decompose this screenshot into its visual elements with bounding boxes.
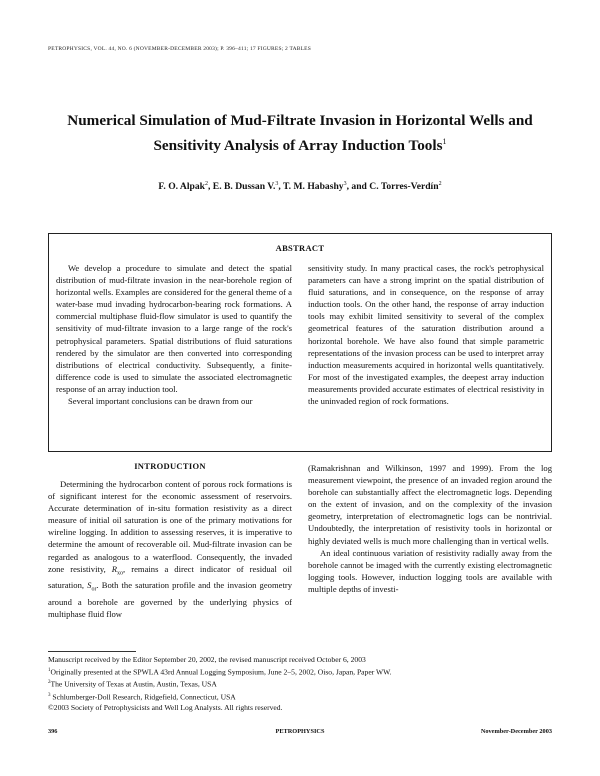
intro-left-column bbox=[48, 478, 292, 620]
rxo-symbol: R bbox=[111, 563, 118, 574]
footnote-mark: 2 bbox=[48, 680, 51, 686]
author-name: E. B. Dussan V. bbox=[212, 181, 276, 193]
intro-paragraph: An ideal continuous variation of resistivity radially away from the borehole cannot be imaged with the currently existing electromagnetic logging tools. However, induction logging tools are available with multiple depths of investi- bbox=[308, 547, 552, 594]
section-heading-introduction: INTRODUCTION bbox=[134, 461, 206, 471]
author-affiliation-mark: 2 bbox=[205, 181, 208, 187]
footnote-mark: 3 bbox=[48, 692, 51, 698]
footnote-text: Originally presented at the SPWLA 43rd Annual Logging Symposium, June 2–5, 2002, Oiso, Japan, Paper WW. bbox=[50, 667, 392, 677]
footnote-item bbox=[48, 691, 552, 703]
intro-text: . Both the saturation profile and the invasion geometry around a borehole are governed by the underlying physics of multiphase fluid flow bbox=[48, 580, 292, 620]
abstract-right-column bbox=[308, 262, 544, 407]
title-line-1: Numerical Simulation of Mud-Filtrate Invasion in Horizontal Wells and bbox=[67, 112, 533, 129]
intro-right-column bbox=[308, 462, 552, 595]
footnote-item bbox=[48, 666, 552, 678]
author-name: F. O. Alpak bbox=[158, 181, 205, 193]
manuscript-note: Manuscript received by the Editor September 20, 2002, the revised manuscript received October 6, 2003 bbox=[48, 655, 366, 664]
copyright-note: ©2003 Society of Petrophysicists and Well Log Analysts. All rights reserved. bbox=[48, 703, 283, 713]
page-number: 396 bbox=[48, 728, 58, 735]
footnote-mark: 1 bbox=[48, 667, 51, 673]
journal-name: PETROPHYSICS bbox=[275, 728, 325, 735]
abstract-paragraph: sensitivity study. In many practical cases, the rock's petrophysical parameters can have a strong imprint on the spatial distribution of fluid saturations, and in consequence, on the response of array induction tools. On the other hand, the response of array induction tools may exhibit limited sensitivity to several of the complex geometrical features of the saturation distribution around a horizontal borehole. We have also found that simple parametric representations of the invasion process can be used to interpret array induction measurements acquired in horizontal wells quantitatively. For most of the investigated examples, the deepest array induction measurements provided accurate estimates of electrical resistivity in the uninvaded region of rock formations. bbox=[308, 263, 544, 407]
rxo-subscript: xo bbox=[117, 570, 124, 577]
abstract-paragraph: Several important conclusions can be drawn from our bbox=[68, 396, 253, 407]
author-name: T. M. Habashy bbox=[283, 181, 344, 193]
abstract-heading: ABSTRACT bbox=[275, 243, 325, 253]
author-affiliation-mark: 2 bbox=[438, 181, 442, 187]
author-list bbox=[40, 181, 560, 192]
author-separator: , and bbox=[346, 181, 370, 193]
title-line-2-text: Sensitivity Analysis of Array Induction Tools bbox=[153, 137, 443, 155]
intro-text: Determining the hydrocarbon content of porous rock formations is of significant interest for the economic assessment of reservoirs. Accurate determination of in-situ formation resistivity as a direct measure of initial oil saturation is one of the primary motivations for wireline logging. In addition to assessing reserves, it is imperative to determine the amount of recoverable oil. Mud-filtrate invasion can be regarded as analogous to a waterflood. Consequently, the invaded zone resistivity, bbox=[48, 479, 292, 574]
issue-date: November-December 2003 bbox=[480, 728, 552, 735]
title-footnote-mark: 1 bbox=[442, 137, 447, 146]
footnote-rule bbox=[48, 651, 136, 652]
author-separator: , bbox=[208, 181, 213, 193]
author-name: C. Torres-Verdín bbox=[369, 181, 439, 193]
author-affiliation-mark: 3 bbox=[343, 181, 347, 187]
author-affiliation-mark: 3 bbox=[275, 181, 279, 187]
author-separator: , bbox=[278, 181, 283, 193]
footnote-text: Schlumberger-Doll Research, Ridgefield, Connecticut, USA bbox=[50, 692, 236, 702]
intro-text: , remains a direct indicator of residual oil saturation, bbox=[48, 563, 292, 591]
title-line-2 bbox=[40, 131, 560, 156]
intro-paragraph: (Ramakrishnan and Wilkinson, 1997 and 1999). From the log measurement viewpoint, the presence of an invaded region around the borehole can substantially affect the electromagnetic logs. Depending on the extent of invasion, and on the complexity of the invasion geometry, interpretation of electromagnetic logs can be nontrivial. Undoubtedly, the interpretation of resistivity tools in horizontal or highly deviated wells is much more challenging than in vertical wells. bbox=[308, 463, 552, 546]
footnotes bbox=[48, 655, 552, 714]
sor-symbol: S bbox=[87, 580, 92, 591]
sor-subscript: or bbox=[91, 587, 97, 594]
footnote-item bbox=[48, 678, 552, 690]
abstract-left-column bbox=[56, 262, 292, 407]
intro-paragraph bbox=[48, 478, 292, 620]
footnote-text: The University of Texas at Austin, Austin, Texas, USA bbox=[50, 679, 217, 689]
abstract-paragraph: We develop a procedure to simulate and detect the spatial distribution of mud-filtrate invasion in the near-borehole region of horizontal wells. Examples are considered for the general theme of a water-base mud invading hydrocarbon-bearing rock formations. A commercial multiphase fluid-flow simulator is used to quantify the sensitivity of mud-filtrate invasion to a large range of the rock's petrophysical parameters. Spatial distributions of fluid saturations rendered by the simulator are then converted into corresponding distributions of electrical conductivity. Subsequently, a finite-difference code is used to simulate the associated electromagnetic response of an array induction tool. bbox=[56, 263, 292, 394]
running-head: PETROPHYSICS, VOL. 44, NO. 6 (NOVEMBER-DECEMBER 2003); P. 396–411; 17 FIGURES; 2 TABLES bbox=[48, 46, 312, 52]
paper-title bbox=[40, 110, 560, 156]
